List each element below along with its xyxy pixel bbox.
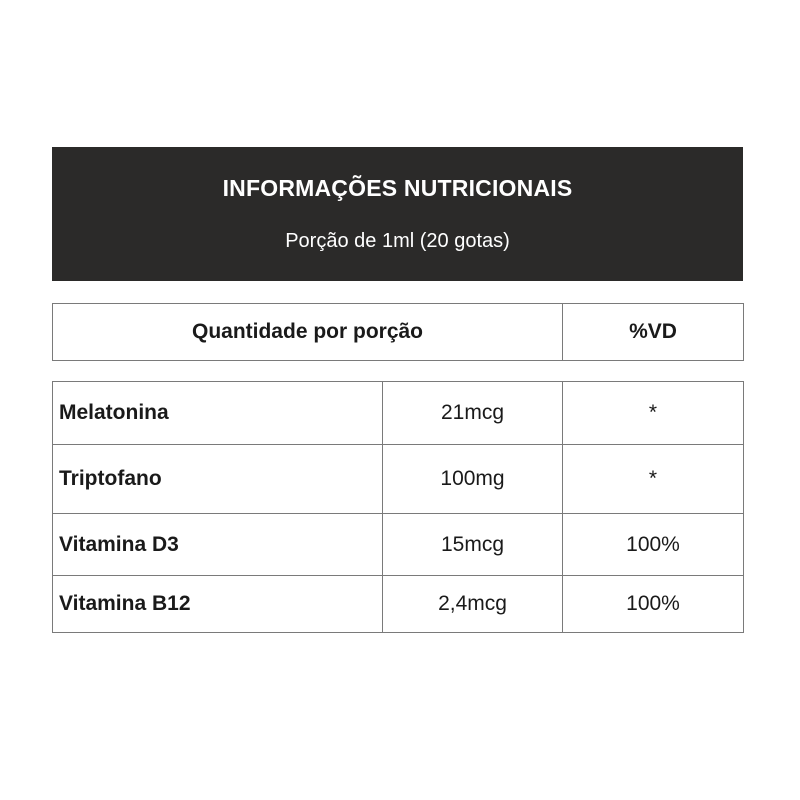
- nutrient-amount: 21mcg: [383, 382, 563, 445]
- nutrition-table: [52, 381, 744, 633]
- nutrient-vd: 100%: [563, 514, 744, 576]
- quantity-column-header: Quantidade por porção: [53, 304, 563, 360]
- vd-column-header: %VD: [629, 320, 677, 343]
- column-header-row: [52, 303, 744, 361]
- nutrient-vd: 100%: [563, 576, 744, 633]
- table-row: [53, 382, 744, 445]
- serving-size: Porção de 1ml (20 gotas): [285, 230, 510, 252]
- nutrient-name: Vitamina B12: [53, 576, 383, 633]
- nutrient-name: Vitamina D3: [53, 514, 383, 576]
- table-row: [53, 514, 744, 576]
- nutrient-vd: *: [563, 445, 744, 514]
- nutrient-amount: 15mcg: [383, 514, 563, 576]
- nutrient-name: Melatonina: [53, 382, 383, 445]
- nutrient-name: Triptofano: [53, 445, 383, 514]
- page-title: INFORMAÇÕES NUTRICIONAIS: [222, 175, 573, 201]
- table-row: [53, 576, 744, 633]
- nutrient-amount: 2,4mcg: [383, 576, 563, 633]
- nutrition-header: [52, 147, 743, 281]
- nutrient-amount: 100mg: [383, 445, 563, 514]
- table-row: [53, 445, 744, 514]
- nutrient-vd: *: [563, 382, 744, 445]
